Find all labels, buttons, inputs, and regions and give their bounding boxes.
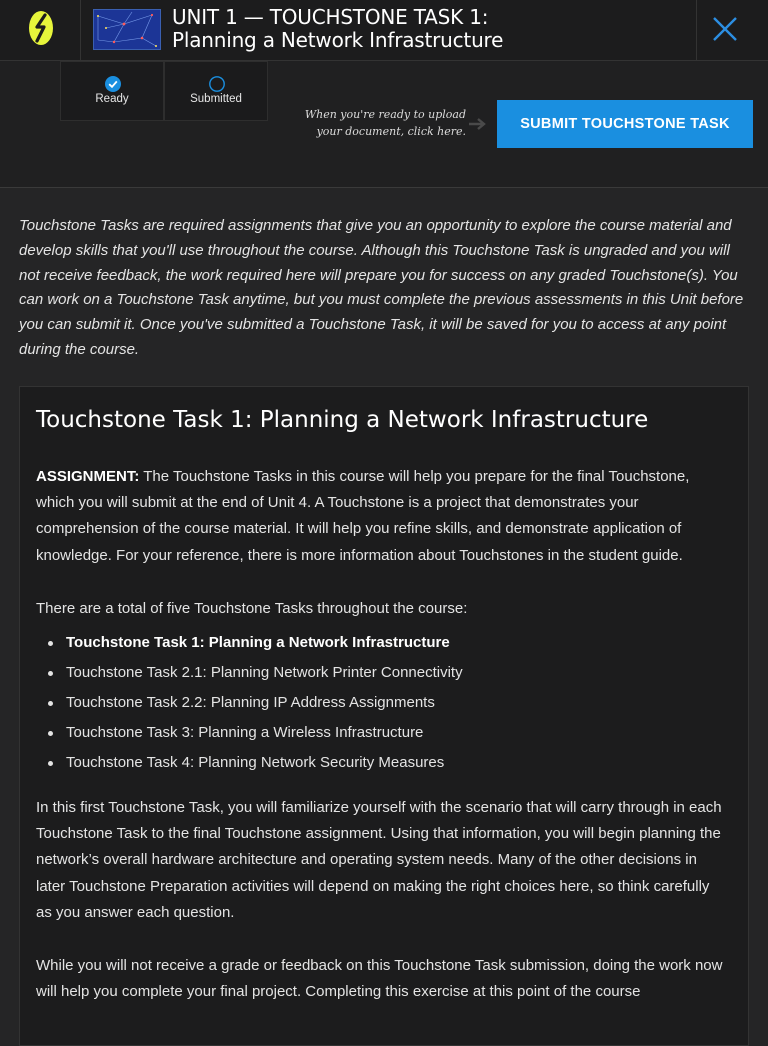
step-submitted	[164, 61, 268, 121]
arrow-right-icon	[468, 117, 488, 131]
list-item: Touchstone Task 2.2: Planning IP Address Assignments	[66, 688, 726, 718]
sophia-logo-icon	[28, 9, 54, 47]
assignment-label: ASSIGNMENT:	[36, 468, 140, 485]
upload-hint-line-1: When you're ready to upload	[304, 108, 466, 121]
close-icon	[711, 15, 739, 43]
top-header	[0, 0, 768, 61]
list-item: Touchstone Task 1: Planning a Network Infrastructure	[66, 628, 726, 658]
network-thumbnail-image	[93, 9, 161, 50]
title-line-2: Planning a Network Infrastructure	[172, 28, 504, 52]
title-line-1: UNIT 1 — TOUCHSTONE TASK 1:	[172, 5, 489, 29]
assignment-text: The Touchstone Tasks in this course will help you prepare for the final Touchstone, which you will submit at the end of Unit 4. A Touchstone is a project that demonstrates your comprehension of the course material. It will help you refine skills, and demonstrate application of knowledge. For your reference, there is more information about Touchstones in the student guide.	[36, 468, 690, 564]
assignment-paragraph	[36, 464, 726, 569]
step-submitted-label: Submitted	[190, 93, 242, 105]
intro-paragraph: Touchstone Tasks are required assignments that give you an opportunity to explore the course material and develop skills that you'll use throughout the course. Although this Touchstone Task is ungraded and you will not receive feedback, the work required here will prepare you for success on any graded Touchstone(s). You can work on a Touchstone Task anytime, but you must complete the previous assessments in this Unit before you can submit it. Once you've submitted a Touchstone Task, it will be saved for you to access at any point during the course.	[19, 217, 744, 358]
task-list-intro: There are a total of five Touchstone Tasks throughout the course:	[36, 600, 468, 617]
submit-touchstone-button[interactable]: SUBMIT TOUCHSTONE TASK	[497, 100, 753, 148]
logo-button[interactable]	[0, 0, 81, 60]
list-item: Touchstone Task 4: Planning Network Security Measures	[66, 748, 726, 778]
list-item: Touchstone Task 2.1: Planning Network Printer Connectivity	[66, 658, 726, 688]
first-task-paragraph: In this first Touchstone Task, you will familiarize yourself with the scenario that will carry through in each Touchstone Task to the final Touchstone assignment. Using that information, you will begin planning the network’s overall hardware architecture and operating system needs. Many of the other decisions in later Touchstone Preparation activities will depend on making the right choices here, so think carefully as you answer each question.	[36, 799, 722, 921]
empty-circle-icon	[209, 76, 225, 92]
list-item: Touchstone Task 3: Planning a Wireless Infrastructure	[66, 718, 726, 748]
close-button[interactable]	[696, 0, 768, 60]
grade-paragraph: While you will not receive a grade or feedback on this Touchstone Task submission, doing the work now will help you complete your final project. Completing this exercise at this point of the course	[36, 957, 723, 1001]
step-ready	[60, 61, 164, 121]
check-circle-icon	[105, 76, 121, 92]
upload-hint-line-2: your document, click here.	[316, 125, 466, 138]
upload-hint	[300, 106, 466, 140]
submission-status-bar	[0, 61, 768, 188]
assignment-card	[19, 386, 749, 1046]
page-title	[172, 6, 682, 52]
step-ready-label: Ready	[95, 93, 129, 105]
task-list	[36, 628, 726, 778]
assignment-heading: Touchstone Task 1: Planning a Network Infrastructure	[36, 407, 649, 433]
